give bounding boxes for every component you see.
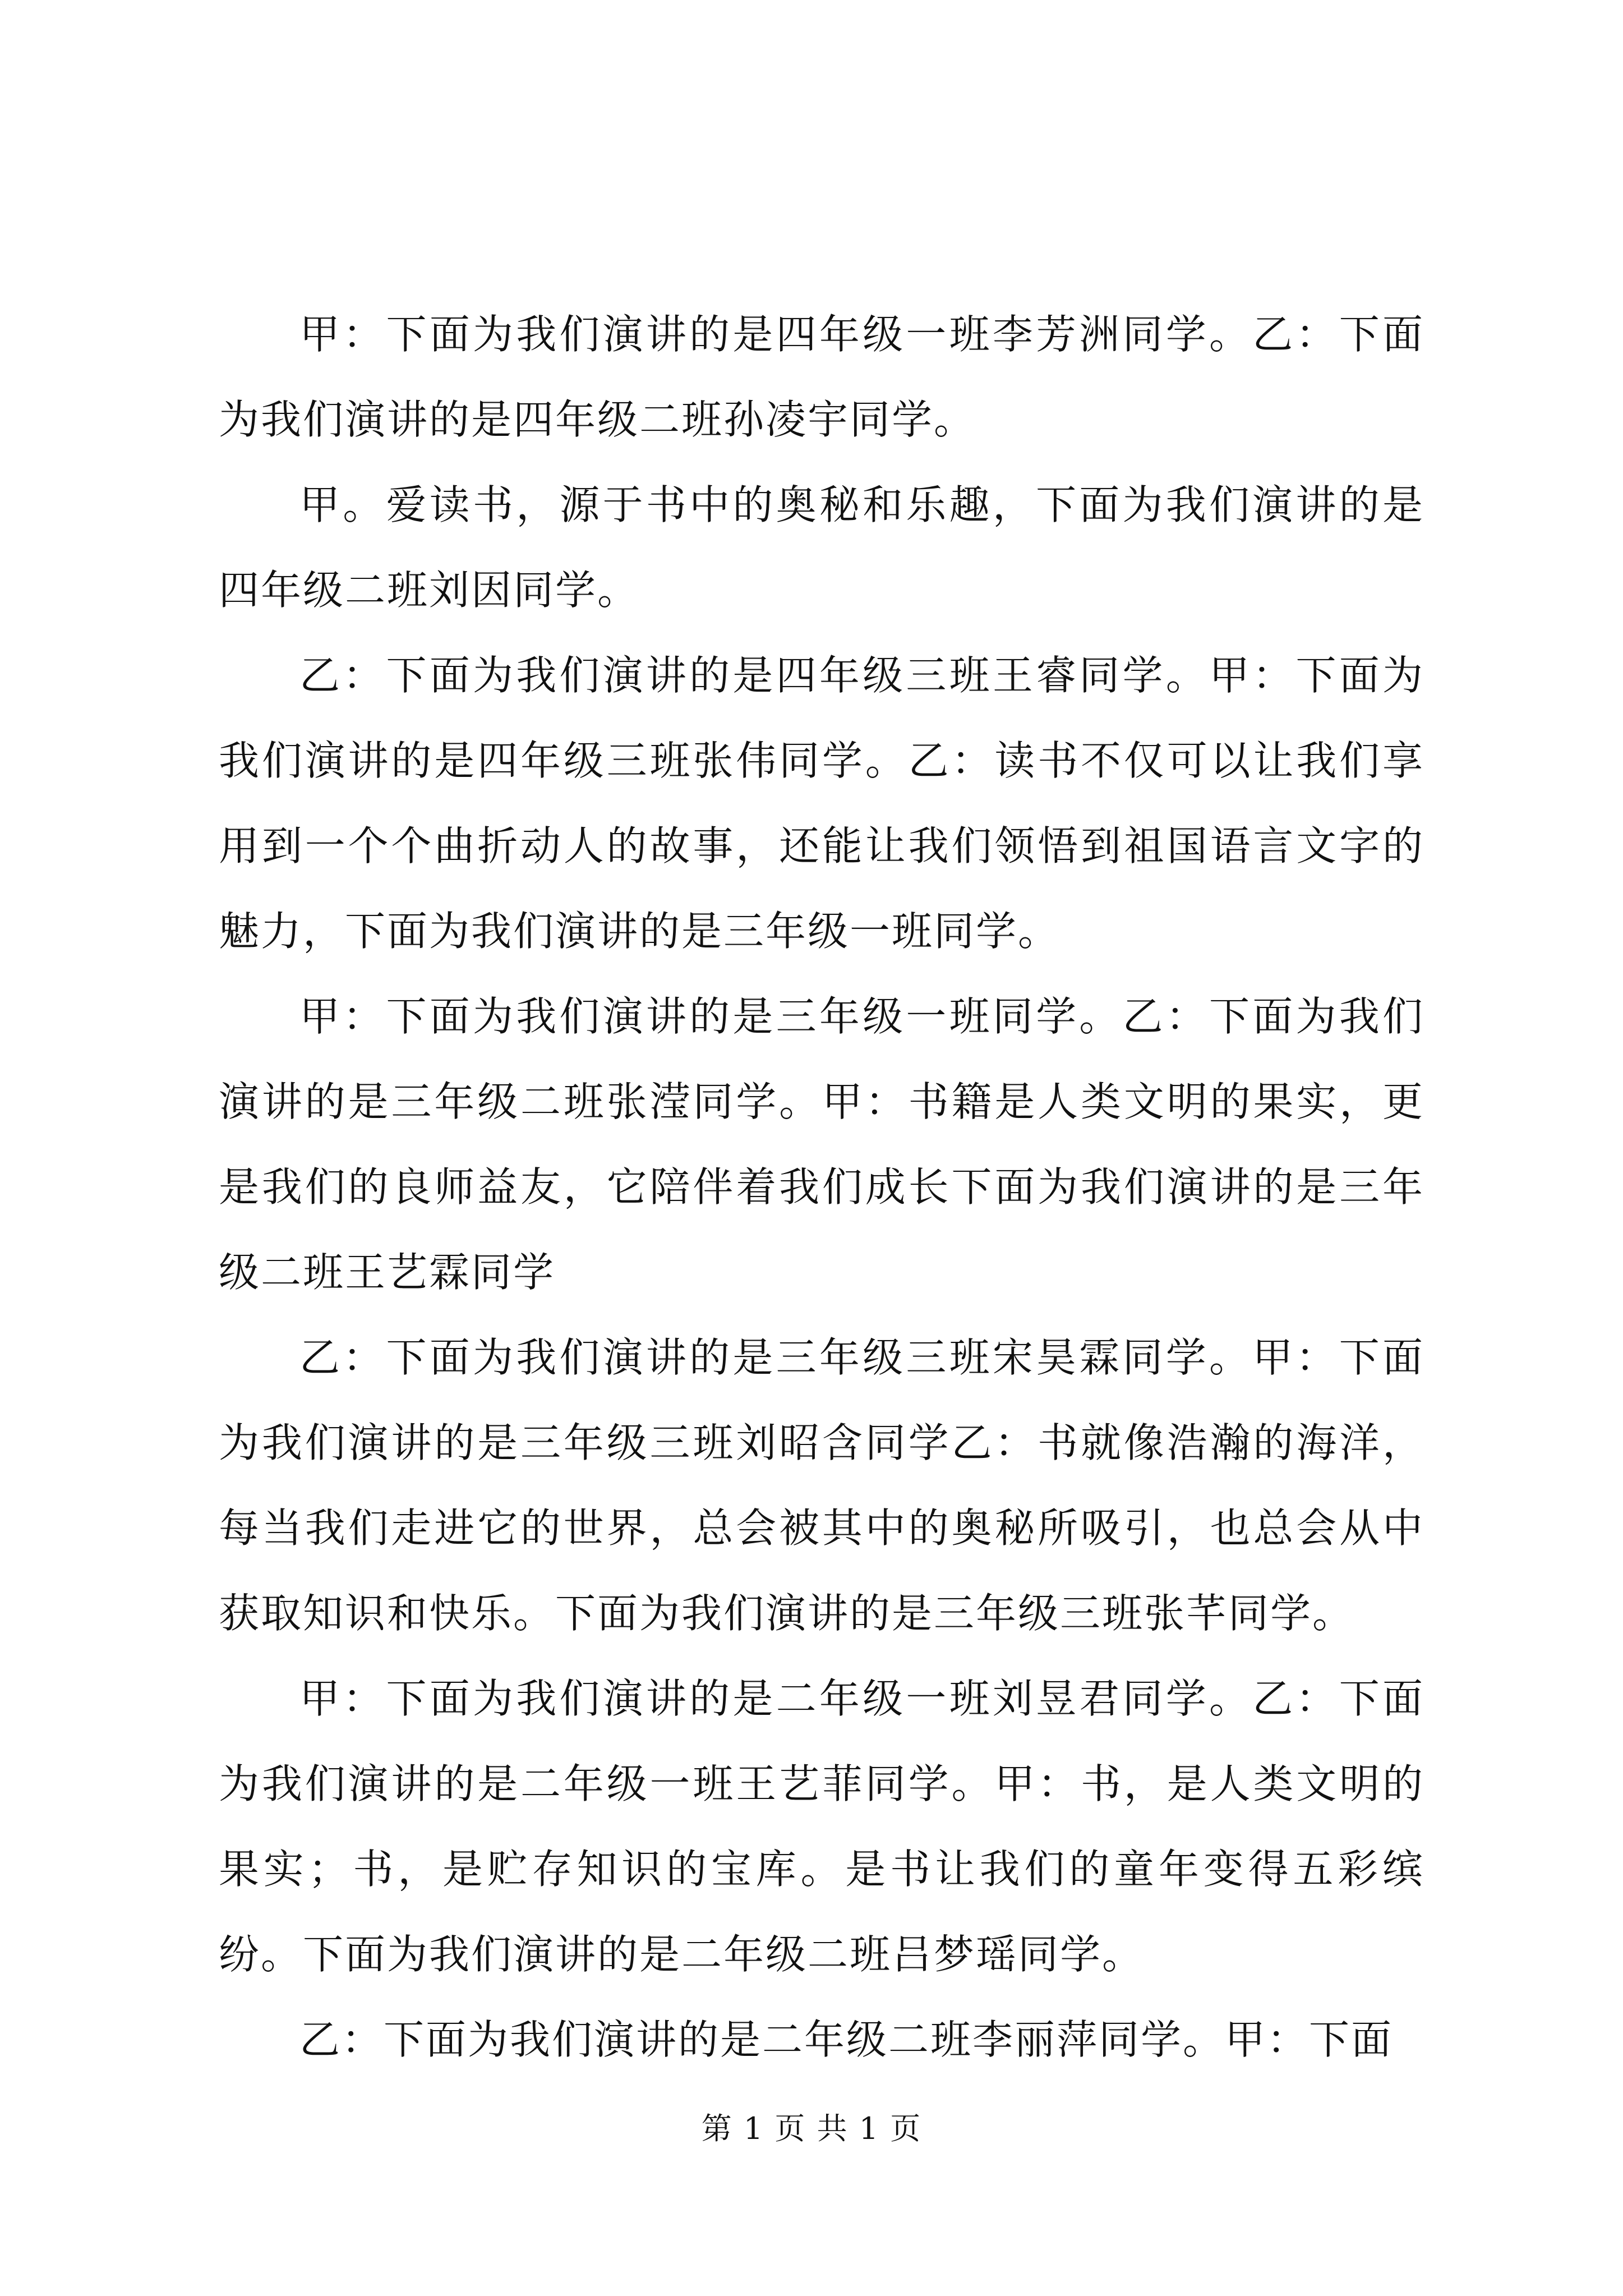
document-body xyxy=(219,292,1424,2082)
paragraph: 甲：下面为我们演讲的是三年级一班同学。乙：下面为我们演讲的是三年级二班张滢同学。甲：书籍是人类文明的果实，更是我们的良师益友，它陪伴着我们成长下面为我们演讲的是三年级二班王艺霖同学 xyxy=(219,993,1424,1296)
paragraph: 乙：下面为我们演讲的是四年级三班王睿同学。甲：下面为我们演讲的是四年级三班张伟同学。乙：读书不仅可以让我们享用到一个个曲折动人的故事，还能让我们领悟到祖国语言文字的魅力，下面为我们演讲的是三年级一班同学。 xyxy=(219,652,1424,955)
paragraph: 甲：下面为我们演讲的是二年级一班刘昱君同学。乙：下面为我们演讲的是二年级一班王艺菲同学。甲：书，是人类文明的果实；书，是贮存知识的宝库。是书让我们的童年变得五彩缤纷。下面为我们演讲的是二年级二班吕梦瑶同学。 xyxy=(219,1675,1424,1978)
page-footer: 第 1 页 共 1 页 xyxy=(701,2111,922,2146)
paragraph: 乙：下面为我们演讲的是三年级三班宋昊霖同学。甲：下面为我们演讲的是三年级三班刘昭含同学乙：书就像浩瀚的海洋，每当我们走进它的世界，总会被其中的奥秘所吸引，也总会从中获取知识和快乐。下面为我们演讲的是三年级三班张芊同学。 xyxy=(219,1334,1424,1637)
paragraph: 甲：下面为我们演讲的是四年级一班李芳洲同学。乙：下面为我们演讲的是四年级二班孙凌宇同学。 xyxy=(219,311,1424,443)
paragraph: 甲。爱读书，源于书中的奥秘和乐趣，下面为我们演讲的是四年级二班刘因同学。 xyxy=(219,481,1424,614)
paragraph: 乙：下面为我们演讲的是二年级二班李丽萍同学。甲：下面 xyxy=(299,2016,1394,2063)
